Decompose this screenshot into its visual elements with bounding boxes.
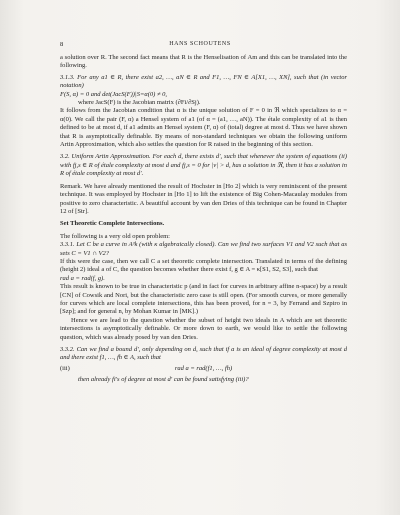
open-problem-intro: The following is a very old open problem:	[60, 232, 170, 240]
statement-3-1-3: 3.1.3. For any a1 ∈ R, there exist a2, …, aN ∈ R and F1, …, FN ∈ A[X1, …, XN], such that (in vector notation)	[60, 73, 347, 90]
equation-rad-fg: rad a = rad(f, g).	[60, 274, 105, 282]
paragraph-etale-complexity: It follows from the Jacobian condition that α is the unique solution of F = 0 in ℜ which specializes to α = α(0). We call the pair (F, α) a Hensel system of a1 (of α = (a1, …, aN)). The étale complexity of a1 is then defined to be at most d, if a1 admits an Hensel system (F, α) of (total) degree at most d. Thus we have shown that R is asymptotically definable. By means of non-standard techniques we obtain the following uniform Artin Approximation, which also settles the question for R raised in the beginning of this section.	[60, 107, 347, 149]
running-head: HANS SCHOUTENS	[169, 41, 231, 47]
section-heading: Set Theoretic Complete Intersections.	[60, 220, 165, 228]
page-body	[60, 54, 347, 385]
equation-iii-row	[60, 365, 347, 373]
theorem-3-2-uniform-artin: 3.2. Uniform Artin Approximation. For each d, there exists d′, such that whenever the system of equations (ii) with fj,s ∈ R of étale complexity at most d and fj,s = 0 for |ν| > d, has a solution in ℜ, then it has a solution in R of étale complexity at most d′.	[60, 153, 347, 178]
paragraph-characteristic: This result is known to be true in characteristic p (and in fact for curves in arbitrary affine n-space) by a result [CN] of Cowsik and Nori, but the characteristic zero case is still open. (For smooth curves, or more generally for curves which are local complete intersections, this has been proved, for n = 3, by Ferrand and Szpiro in [Szp]; and for general n, by Mohan Kumar in [MK].)	[60, 283, 347, 316]
page-header	[0, 41, 400, 51]
page-number: 8	[60, 41, 64, 48]
paragraph-intro: a solution over R. The second fact means that R is the Henselisation of Am and this can be translated into the following.	[60, 54, 347, 70]
equation-hensel-system: F(S, α) = 0 and det(JacS(F))|S=α(0) ≠ 0,	[60, 90, 168, 98]
problem-3-3-1: 3.3.1. Let C be a curve in A³k (with κ algebraically closed). Can we find two surfaces V1 and V2 such that as sets C = V1 ∩ V2?	[60, 241, 347, 257]
jacobian-definition: where JacS(F) is the Jacobian matrix (∂Fi/∂Sj).	[78, 99, 201, 107]
paragraph-set-theoretic: If this were the case, then we call C a set theoretic complete intersection. Translated in terms of the defining (height 2) ideal a of C, the question becomes whether there exist f, g ∈ A = κ[S1, S2, S3], such that	[60, 257, 347, 274]
remark-paragraph: Remark. We have already mentioned the result of Hochster in [Ho 2] which is very reminiscent of the present technique. It was employed by Hochster in [Ho 1] to lift the existence of Big Cohen-Macaulay modules from positive to zero characteristic. A beautiful account by van den Dries of this technique can be found in Chapter 12 of [Str].	[60, 182, 347, 215]
problem-3-3-2: 3.3.2. Can we find a bound d′, only depending on d, such that if a is an ideal of degree complexity at most d and there exist f1, …, fh ∈ A, such that	[60, 346, 347, 362]
equation-label-iii: (iii)	[60, 364, 70, 372]
problem-3-3-2-conclusion: then already fi's of degree at most d′ can be found satisfying (iii)?	[78, 376, 249, 384]
equation-rad-fi: rad a = rad(f1, …, fh)	[174, 364, 233, 372]
paragraph-question: Hence we are lead to the question whether the subset of height two ideals in A which are set theoretic intersections is asymptotically definable. Or more down to earth, we would like to settle the following question, which was already posed by van den Dries.	[60, 316, 347, 341]
